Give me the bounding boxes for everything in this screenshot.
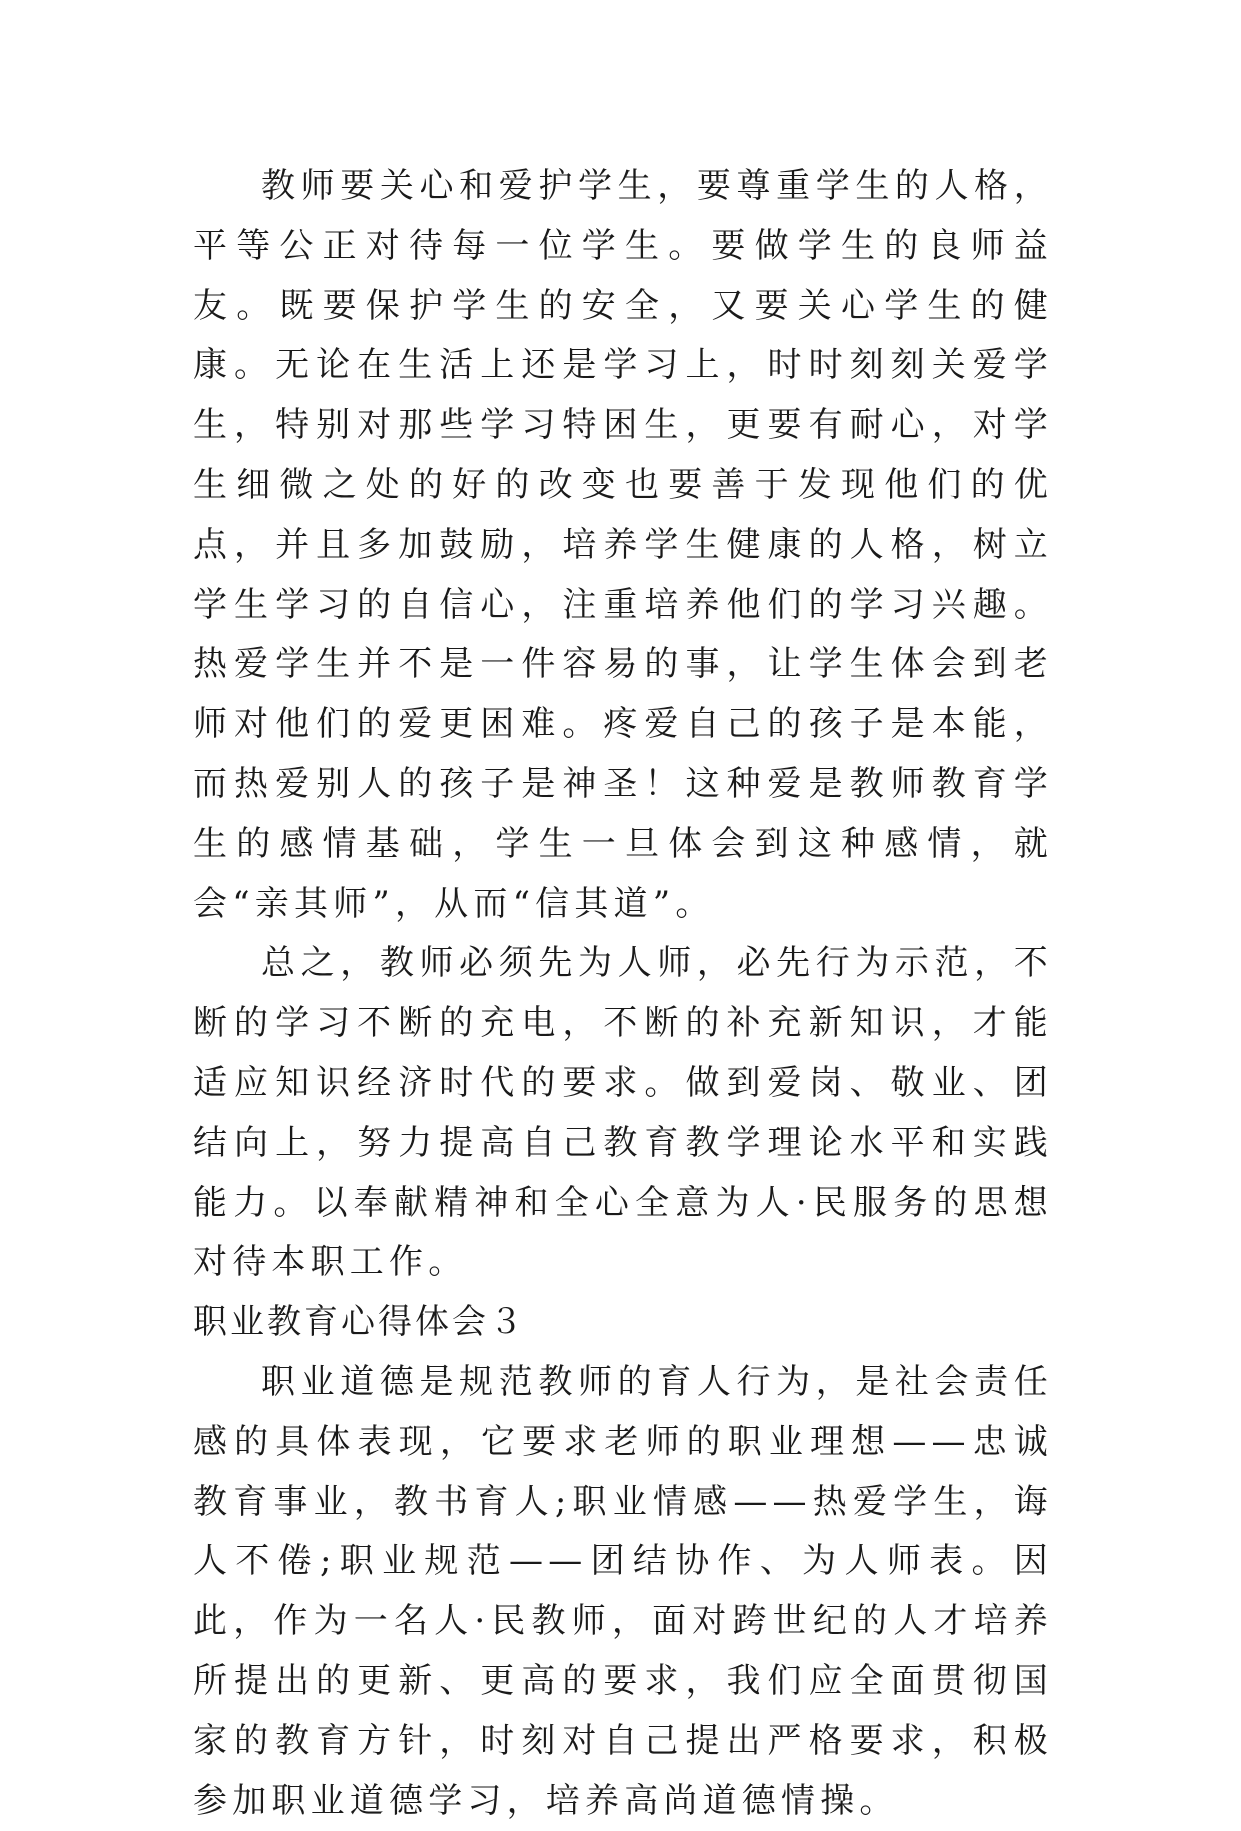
section-heading: 职业教育心得体会３ bbox=[193, 1302, 526, 1343]
paragraph-summary: 总之，教师必须先为人师，必先行为示范，不断的学习不断的充电，不断的补充新知识，才能适应知识经济时代的要求。做到爱岗、敬业、团结向上，努力提高自己教育教学理论水平和实践能力。以奉献精神和全心全意为人·民服务的思想对待本职工作。 bbox=[193, 943, 1053, 1283]
paragraph-caring-for-students: 教师要关心和爱护学生，要尊重学生的人格，平等公正对待每一位学生。要做学生的良师益友。既要保护学生的安全，又要关心学生的健康。无论在生活上还是学习上，时时刻刻关爱学生，特别对那些学习特困生，更要有耐心，对学生细微之处的好的改变也要善于发现他们的优点，并且多加鼓励，培养学生健康的人格，树立学生学习的自信心，注重培养他们的学习兴趣。热爱学生并不是一件容易的事，让学生体会到老师对他们的爱更困难。疼爱自己的孩子是本能，而热爱别人的孩子是神圣！这种爱是教师教育学生的感情基础，学生一旦体会到这种感情，就会“亲其师”，从而“信其道”。 bbox=[193, 166, 1053, 924]
document-body bbox=[193, 157, 1053, 1831]
paragraph-professional-ethics: 职业道德是规范教师的育人行为，是社会责任感的具体表现，它要求老师的职业理想——忠诚教育事业，教书育人;职业情感——热爱学生，诲人不倦;职业规范——团结协作、为人师表。因此，作为一名人·民教师，面对跨世纪的人才培养所提出的更新、更高的要求，我们应全面贯彻国家的教育方针，时刻对自己提出严格要求，积极参加职业道德学习，培养高尚道德情操。 bbox=[193, 1361, 1053, 1821]
